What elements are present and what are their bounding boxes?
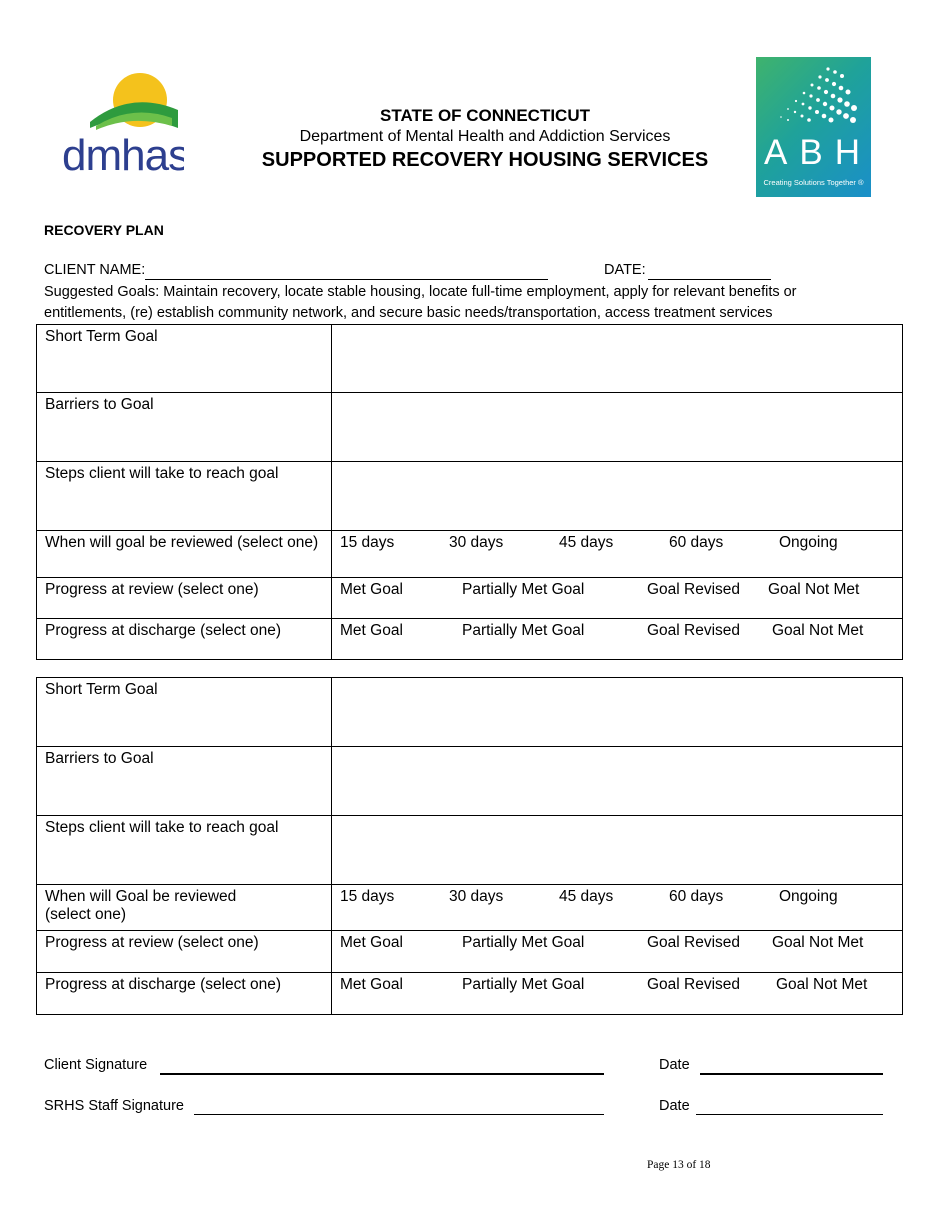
option-met-goal[interactable]: Met Goal: [340, 976, 403, 993]
client-signature-field[interactable]: [160, 1073, 604, 1075]
progress-review-label: Progress at review (select one): [37, 931, 332, 973]
option-goal-revised[interactable]: Goal Revised: [647, 976, 741, 993]
goal-table-1: [36, 324, 903, 660]
option-ongoing[interactable]: Ongoing: [779, 888, 838, 905]
progress-discharge-options: [332, 973, 903, 1015]
progress-discharge-label: Progress at discharge (select one): [37, 619, 332, 660]
option-met-goal[interactable]: Met Goal: [340, 581, 403, 598]
staff-signature-label: SRHS Staff Signature: [44, 1098, 184, 1114]
abh-logo: [756, 57, 871, 197]
review-options: [332, 885, 903, 931]
review-label: When will goal be reviewed (select one): [37, 531, 332, 578]
option-met-goal[interactable]: Met Goal: [340, 622, 403, 639]
option-goal-not-met[interactable]: Goal Not Met: [772, 622, 864, 639]
section-title: RECOVERY PLAN: [44, 222, 164, 238]
steps-input[interactable]: [332, 462, 903, 531]
progress-review-options: [332, 578, 903, 619]
option-goal-not-met[interactable]: Goal Not Met: [772, 934, 864, 951]
short-term-goal-label: Short Term Goal: [37, 325, 332, 393]
option-met-goal[interactable]: Met Goal: [340, 934, 403, 951]
option-goal-revised[interactable]: Goal Revised: [647, 622, 741, 639]
option-goal-not-met[interactable]: Goal Not Met: [776, 976, 868, 993]
review-label-line1: When will Goal be reviewed: [45, 888, 237, 905]
option-45-days[interactable]: 45 days: [559, 888, 614, 905]
review-options: [332, 531, 903, 578]
option-15-days[interactable]: 15 days: [340, 534, 395, 551]
option-partially-met-goal[interactable]: Partially Met Goal: [462, 622, 585, 639]
department-heading: Department of Mental Health and Addiction Services: [299, 128, 671, 145]
state-heading: STATE OF CONNECTICUT: [380, 106, 590, 125]
suggested-goals-line1: Suggested Goals: Maintain recovery, locate stable housing, locate full-time employment, apply for relevant benefits or: [44, 284, 797, 300]
abh-tagline: Creating Solutions Together ®: [763, 178, 864, 187]
progress-discharge-options: [332, 619, 903, 660]
barriers-input[interactable]: [332, 747, 903, 816]
barriers-label: Barriers to Goal: [37, 747, 332, 816]
date-label: Date: [659, 1057, 690, 1073]
option-goal-not-met[interactable]: Goal Not Met: [768, 581, 860, 598]
option-60-days[interactable]: 60 days: [669, 534, 724, 551]
short-term-goal-input[interactable]: [332, 678, 903, 747]
option-60-days[interactable]: 60 days: [669, 888, 724, 905]
program-heading: SUPPORTED RECOVERY HOUSING SERVICES: [261, 149, 709, 171]
date-field[interactable]: [648, 279, 771, 280]
staff-signature-date-field[interactable]: [696, 1114, 883, 1115]
barriers-input[interactable]: [332, 393, 903, 462]
option-partially-met-goal[interactable]: Partially Met Goal: [462, 581, 585, 598]
steps-label: Steps client will take to reach goal: [37, 462, 332, 531]
barriers-label: Barriers to Goal: [37, 393, 332, 462]
option-ongoing[interactable]: Ongoing: [779, 534, 838, 551]
client-signature-label: Client Signature: [44, 1057, 148, 1073]
option-goal-revised[interactable]: Goal Revised: [647, 934, 741, 951]
goal-table-2: [36, 677, 903, 1015]
progress-review-options: [332, 931, 903, 973]
suggested-goals-line2: entitlements, (re) establish community network, and secure basic needs/transportation, access treatment services: [44, 305, 773, 321]
dmhas-logo-text: dmhas: [62, 131, 184, 180]
option-15-days[interactable]: 15 days: [340, 888, 395, 905]
date-label: Date: [659, 1098, 690, 1114]
option-30-days[interactable]: 30 days: [449, 888, 504, 905]
page-number: Page 13 of 18: [647, 1159, 711, 1171]
short-term-goal-input[interactable]: [332, 325, 903, 393]
steps-label: Steps client will take to reach goal: [37, 816, 332, 885]
client-name-field[interactable]: [145, 279, 548, 280]
progress-discharge-label: Progress at discharge (select one): [37, 973, 332, 1015]
option-30-days[interactable]: 30 days: [449, 534, 504, 551]
option-goal-revised[interactable]: Goal Revised: [647, 581, 741, 598]
review-label-line2: (select one): [45, 906, 126, 923]
steps-input[interactable]: [332, 816, 903, 885]
progress-review-label: Progress at review (select one): [37, 578, 332, 619]
abh-logo-text: ABH: [764, 133, 872, 172]
client-signature-date-field[interactable]: [700, 1073, 883, 1075]
option-45-days[interactable]: 45 days: [559, 534, 614, 551]
review-label: [37, 885, 332, 931]
staff-signature-field[interactable]: [194, 1114, 604, 1115]
short-term-goal-label: Short Term Goal: [37, 678, 332, 747]
option-partially-met-goal[interactable]: Partially Met Goal: [462, 976, 585, 993]
client-name-label: CLIENT NAME:: [44, 262, 146, 278]
date-label: DATE:: [604, 262, 646, 278]
option-partially-met-goal[interactable]: Partially Met Goal: [462, 934, 585, 951]
